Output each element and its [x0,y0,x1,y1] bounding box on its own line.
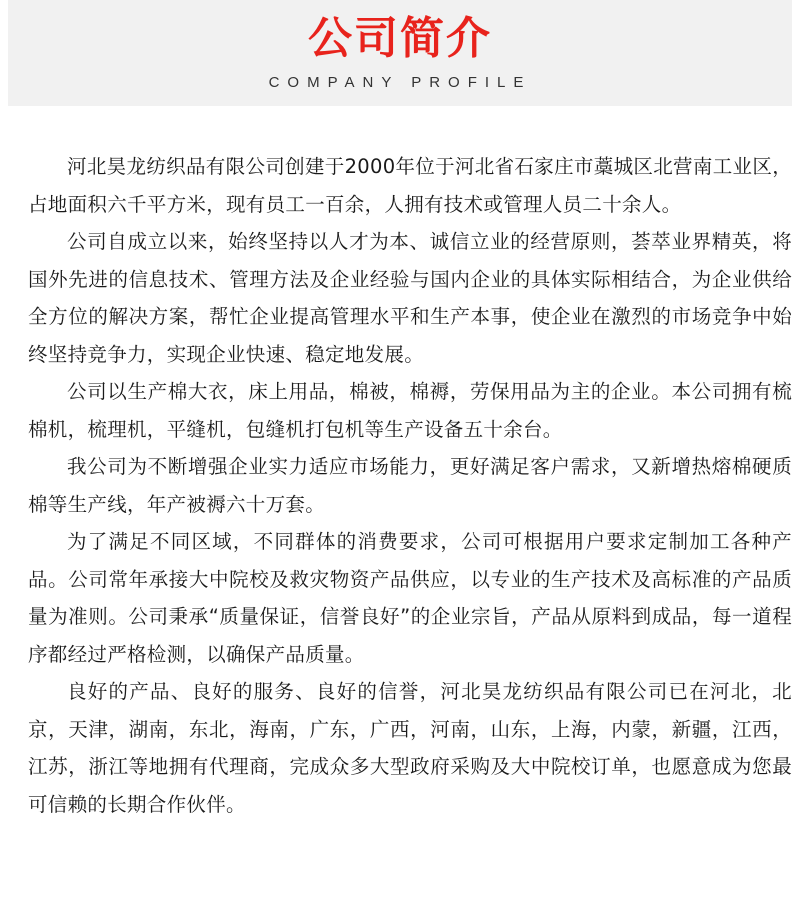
page-subtitle: COMPANY PROFILE [268,74,532,91]
paragraph-customization: 为了满足不同区域，不同群体的消费要求，公司可根据用户要求定制加工各种产品。公司常年承接大中院校及救灾物资产品供应，以专业的生产技术及高标准的产品质量为准则。公司秉承“质量保证，信誉良好”的企业宗旨，产品从原料到成品，每一道程序都经过严格检测，以确保产品质量。 [28,530,792,666]
paragraph-intro: 河北昊龙纺织品有限公司创建于2000年位于河北省石家庄市藁城区北营南工业区，占地面积六千平方米，现有员工一百余，人拥有技术或管理人员二十余人。 [28,155,792,216]
company-profile-text [28,148,792,823]
paragraph-capacity: 我公司为不断增强企业实力适应市场能力，更好满足客户需求，又新增热熔棉硬质棉等生产线，年产被褥六十万套。 [28,455,792,516]
page-title: 公司简介 [308,13,492,64]
paragraph-partners: 良好的产品、良好的服务、良好的信誉，河北昊龙纺织品有限公司已在河北，北京，天津，湖南，东北，海南，广东，广西，河南，山东，上海，内蒙，新疆，江西，江苏，浙江等地拥有代理商，完成众多大型政府采购及大中院校订单，也愿意成为您最可信赖的长期合作伙伴。 [28,680,792,816]
paragraph-philosophy: 公司自成立以来，始终坚持以人才为本、诚信立业的经营原则，荟萃业界精英，将国外先进的信息技术、管理方法及企业经验与国内企业的具体实际相结合，为企业供给全方位的解决方案，帮忙企业提高管理水平和生产本事，使企业在激烈的市场竞争中始终坚持竞争力，实现企业快速、稳定地发展。 [28,230,792,366]
paragraph-products: 公司以生产棉大衣，床上用品，棉被，棉褥，劳保用品为主的企业。本公司拥有梳棉机，梳理机，平缝机，包缝机打包机等生产设备五十余台。 [28,380,792,441]
header-banner [8,0,792,106]
